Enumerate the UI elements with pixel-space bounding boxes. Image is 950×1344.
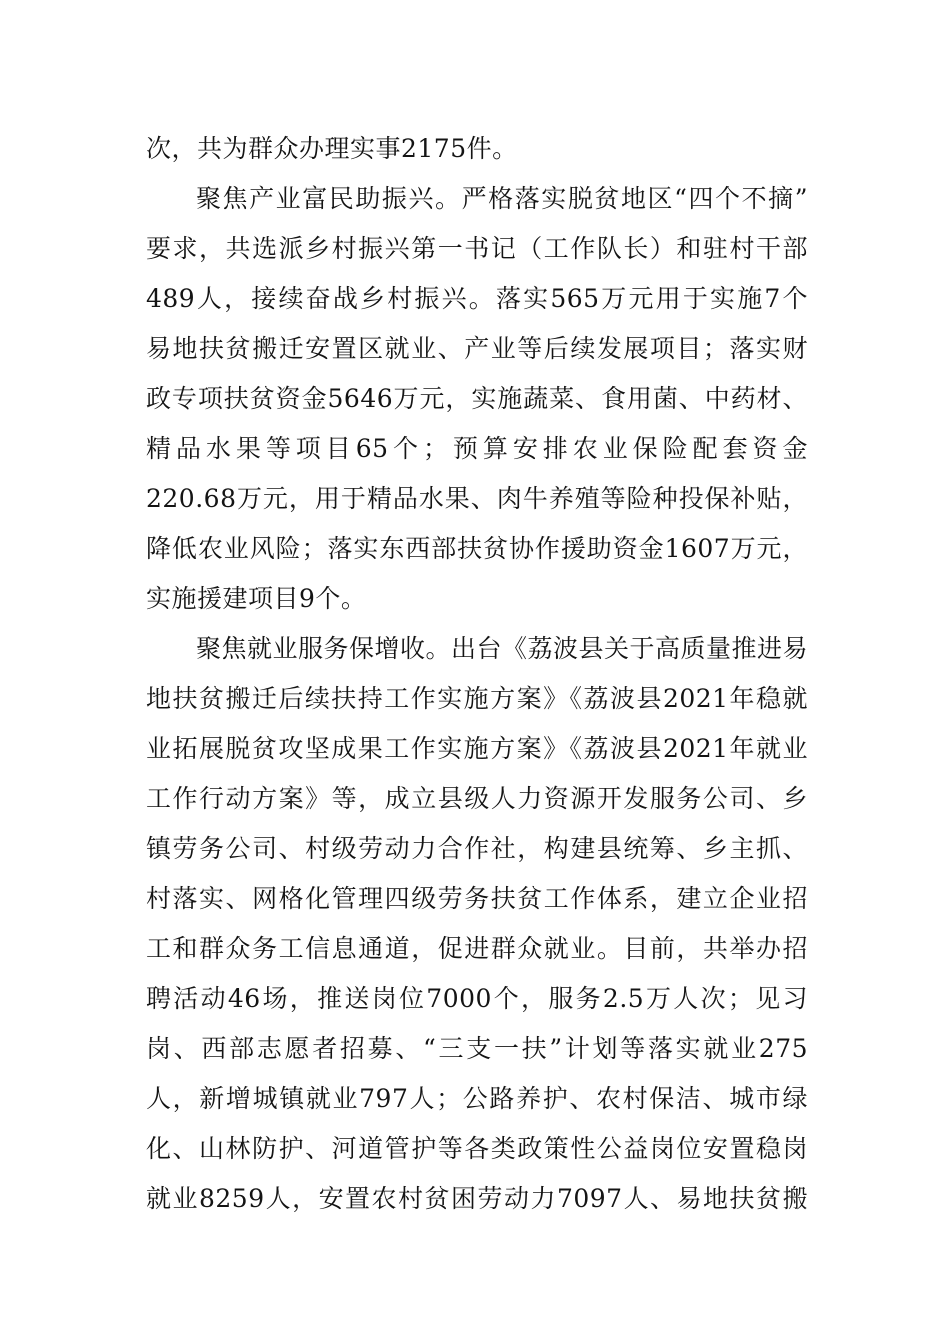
- text-line: 聚焦产业富民助振兴。严格落实脱贫地区“四个不摘”: [196, 184, 808, 213]
- text-line: 次，共为群众办理实事2175件。: [146, 134, 518, 163]
- text-line: 镇劳务公司、村级劳动力合作社，构建县统筹、乡主抓、: [146, 834, 808, 863]
- text-line: 政专项扶贫资金5646万元，实施蔬菜、食用菌、中药材、: [146, 384, 808, 413]
- text-line: 聘活动46场，推送岗位7000个，服务2.5万人次；见习: [146, 984, 808, 1013]
- text-line: 工和群众务工信息通道，促进群众就业。目前，共举办招: [146, 934, 808, 963]
- text-line: 村落实、网格化管理四级劳务扶贫工作体系，建立企业招: [146, 884, 808, 913]
- text-line: 易地扶贫搬迁安置区就业、产业等后续发展项目；落实财: [146, 334, 808, 363]
- text-line: 降低农业风险；落实东西部扶贫协作援助资金1607万元，: [146, 534, 808, 563]
- text-line: 实施援建项目9个。: [146, 584, 367, 613]
- text-line: 业拓展脱贫攻坚成果工作实施方案》《荔波县2021年就业: [146, 734, 808, 763]
- text-line: 化、山林防护、河道管护等各类政策性公益岗位安置稳岗: [146, 1134, 808, 1163]
- text-line: 岗、西部志愿者招募、“三支一扶”计划等落实就业275: [146, 1034, 808, 1063]
- text-line: 220.68万元，用于精品水果、肉牛养殖等险种投保补贴，: [146, 484, 808, 513]
- text-line: 工作行动方案》等，成立县级人力资源开发服务公司、乡: [146, 784, 808, 813]
- text-line: 人，新增城镇就业797人；公路养护、农村保洁、城市绿: [146, 1084, 808, 1113]
- document-body: [146, 124, 808, 1224]
- text-line: 精品水果等项目65个；预算安排农业保险配套资金: [146, 434, 808, 463]
- text-line: 要求，共选派乡村振兴第一书记（工作队长）和驻村干部: [146, 234, 808, 263]
- text-line: 地扶贫搬迁后续扶持工作实施方案》《荔波县2021年稳就: [146, 684, 808, 713]
- text-line: 就业8259人，安置农村贫困劳动力7097人、易地扶贫搬: [146, 1184, 808, 1213]
- text-line: 聚焦就业服务保增收。出台《荔波县关于高质量推进易: [196, 634, 809, 663]
- text-line: 489人，接续奋战乡村振兴。落实565万元用于实施7个: [146, 284, 808, 313]
